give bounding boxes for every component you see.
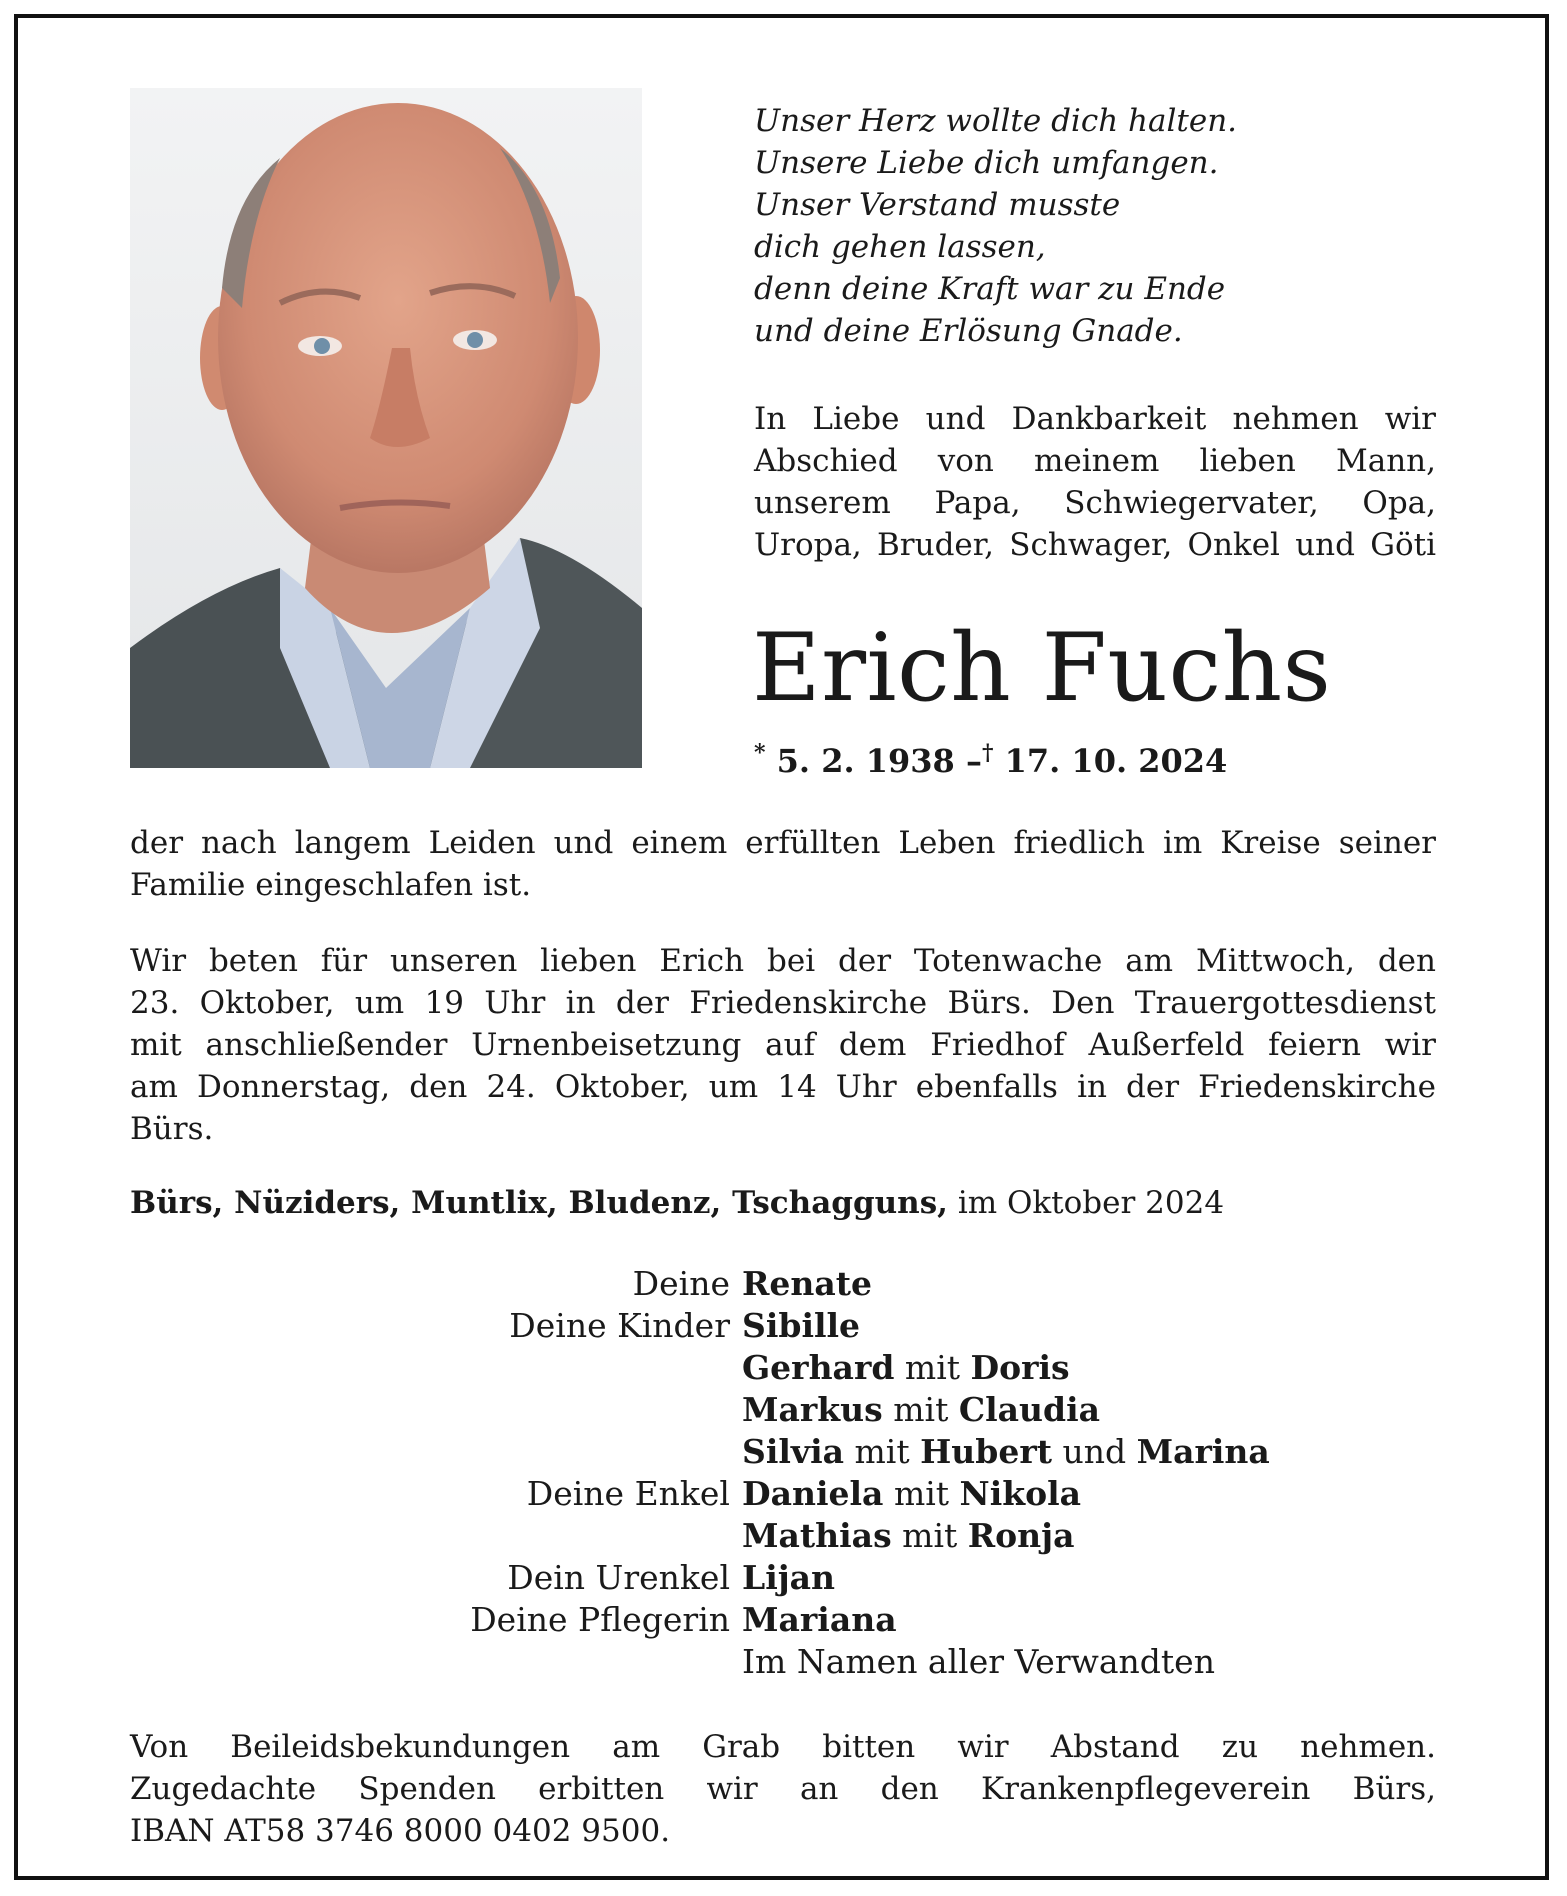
towns: Bürs, Nüziders, Muntlix, Bludenz, Tschagguns, [130,1185,948,1221]
signature-relation [130,1431,742,1473]
signature-relation: Deine [632,1264,730,1303]
paragraph-line: mit anschließender Urnenbeisetzung auf dem Friedhof Außerfeld feiern wir [130,1027,1436,1063]
connector-text: mit [883,1474,960,1513]
intro-line: unserem Papa, Schwiegervater, Opa, [754,485,1436,521]
birth-symbol: * [754,740,766,766]
family-member-name: Markus [742,1390,883,1429]
paragraph-line: Bürs. [130,1111,214,1147]
poem-line: Unser Verstand musste [754,187,1121,223]
connector-text: mit [894,1348,971,1387]
signature-names [742,1641,1436,1683]
footer-line: IBAN AT58 3746 8000 0402 9500. [130,1813,671,1849]
life-dates [754,740,1227,780]
poem-line: Unsere Liebe dich umfangen. [754,145,1219,181]
notice-date: im Oktober 2024 [947,1185,1225,1221]
connector-text: und [1051,1432,1137,1471]
signature-names [742,1263,1436,1305]
death-symbol: † [981,740,994,766]
family-member-name: Mathias [742,1516,892,1555]
signature-row [130,1305,1436,1347]
poem-line: und deine Erlösung Gnade. [754,313,1183,349]
family-member-name: Nikola [959,1474,1082,1513]
paragraph-line: der nach langem Leiden und einem erfüllten Leben friedlich im Kreise seiner [130,825,1436,861]
signature-relation: Dein Urenkel [507,1558,730,1597]
signature-row [130,1557,1436,1599]
signature-names [742,1347,1436,1389]
footer-note [130,1726,1436,1852]
family-member-name: Sibille [742,1306,861,1345]
family-member-name: Renate [742,1264,873,1303]
intro-text [754,398,1436,566]
intro-line: Uropa, Bruder, Schwager, Onkel und Göti [754,527,1436,563]
family-member-name: Gerhard [742,1348,895,1387]
signature-relation [130,1347,742,1389]
poem-line: denn deine Kraft war zu Ende [754,271,1226,307]
family-member-name: Silvia [742,1432,844,1471]
portrait-photo [130,88,642,768]
signature-row [130,1431,1436,1473]
signature-names [742,1599,1436,1641]
signature-names [742,1305,1436,1347]
family-member-name: Daniela [742,1474,884,1513]
family-member-name: Lijan [742,1558,836,1597]
signature-names [742,1515,1436,1557]
footer-line: Zugedachte Spenden erbitten wir an den Krankenpflegeverein Bürs, [130,1771,1436,1807]
connector-text: mit [844,1432,921,1471]
connector-text: mit [891,1516,968,1555]
signature-names [742,1557,1436,1599]
footer-line: Von Beileidsbekundungen am Grab bitten wir Abstand zu nehmen. [130,1729,1436,1765]
birth-date: 5. 2. 1938 [776,742,955,780]
signature-names [742,1473,1436,1515]
family-member-name: Marina [1136,1432,1270,1471]
intro-line: In Liebe und Dankbarkeit nehmen wir [754,401,1436,437]
connector-text: mit [882,1390,959,1429]
intro-line: Abschied von meinem lieben Mann, [754,443,1436,479]
paragraph-line: Familie eingeschlafen ist. [130,867,532,903]
signature-row [130,1599,1436,1641]
signature-row [130,1347,1436,1389]
poem [754,100,1474,352]
signature-relation: Deine Enkel [526,1474,730,1513]
signature-relation [130,1515,742,1557]
deceased-name: Erich Fuchs [752,614,1332,723]
signatures [130,1263,1436,1683]
signature-names [742,1389,1436,1431]
family-member-name: Ronja [967,1516,1075,1555]
signature-row [130,1473,1436,1515]
family-member-name: Hubert [920,1432,1052,1471]
passing-paragraph [130,822,1436,906]
date-separator: – [965,742,982,780]
signature-relation [130,1389,742,1431]
family-member-name: Mariana [742,1600,897,1639]
signature-row [130,1641,1436,1683]
death-date: 17. 10. 2024 [1004,742,1228,780]
service-paragraph [130,940,1436,1150]
poem-line: dich gehen lassen, [754,229,1046,265]
place-and-date [130,1182,1224,1224]
signature-row [130,1515,1436,1557]
paragraph-line: am Donnerstag, den 24. Oktober, um 14 Uhr ebenfalls in der Friedenskirche [130,1069,1436,1105]
signature-relation: Deine Kinder [509,1306,730,1345]
poem-line: Unser Herz wollte dich halten. [754,103,1238,139]
family-member-name: Claudia [958,1390,1100,1429]
signature-names [742,1431,1436,1473]
signature-row [130,1389,1436,1431]
paragraph-line: Wir beten für unseren lieben Erich bei der Totenwache am Mittwoch, den [130,943,1436,979]
paragraph-line: 23. Oktober, um 19 Uhr in der Friedenskirche Bürs. Den Trauergottesdienst [130,985,1436,1021]
connector-text: Im Namen aller Verwandten [742,1642,1215,1681]
signature-relation: Deine Pflegerin [470,1600,730,1639]
signature-row [130,1263,1436,1305]
signature-relation [130,1641,742,1683]
family-member-name: Doris [970,1348,1070,1387]
